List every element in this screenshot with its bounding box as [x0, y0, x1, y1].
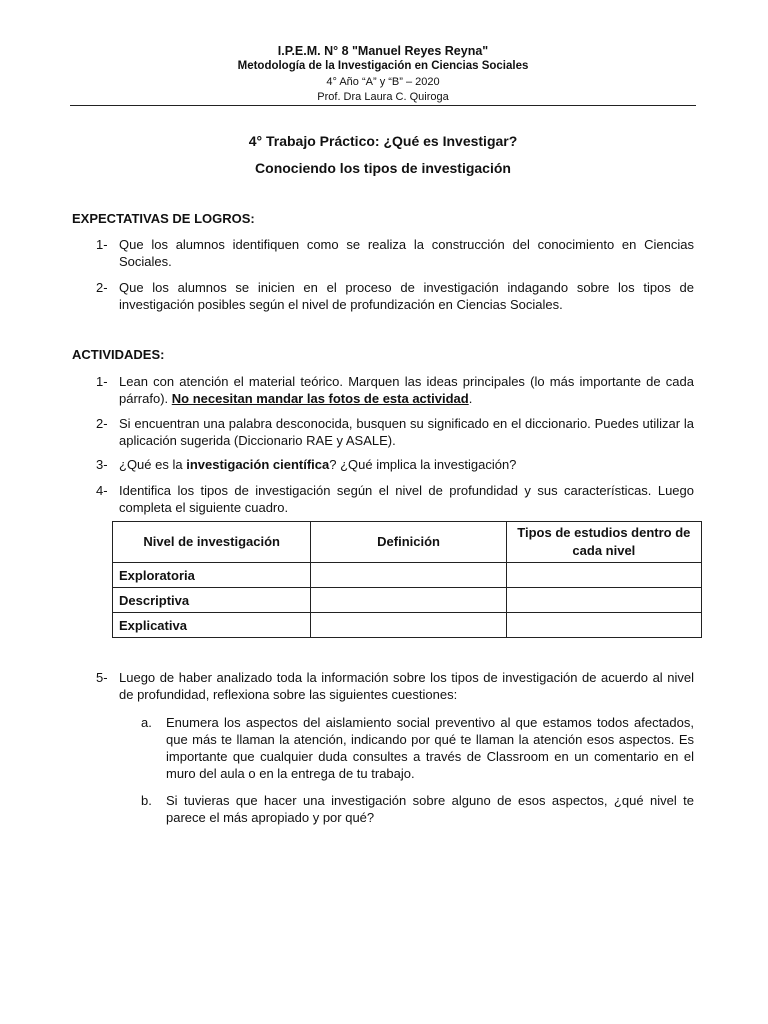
expectativas-heading: EXPECTATIVAS DE LOGROS: — [72, 211, 255, 226]
emphasis-text: No necesitan mandar las fotos de esta actividad — [171, 391, 469, 406]
list-number: 2- — [96, 280, 108, 295]
table-cell-definition[interactable] — [311, 613, 506, 638]
emphasis-text: investigación científica — [186, 457, 330, 472]
list-text — [119, 456, 694, 473]
column-header: Tipos de estudios dentro de cada nivel — [506, 522, 701, 563]
list-number: 5- — [96, 670, 108, 685]
actividades-heading: ACTIVIDADES: — [72, 347, 165, 362]
list-text: Que los alumnos identifiquen como se realiza la construcción del conocimiento en Ciencias Sociales. — [119, 237, 694, 269]
school-name: I.P.E.M. N° 8 "Manuel Reyes Reyna" — [277, 44, 489, 58]
table-cell-types[interactable] — [506, 563, 701, 588]
course-year: 4° Año “A” y “B” – 2020 — [326, 76, 440, 88]
table-cell-types[interactable] — [506, 613, 701, 638]
item-tail: . — [468, 391, 473, 406]
page-subtitle: Conociendo los tipos de investigación — [255, 160, 511, 176]
header-divider — [70, 105, 696, 106]
table-row — [113, 563, 702, 588]
list-text: Que los alumnos se inicien en el proceso de investigación indagando sobre los tipos de investigación posibles según el nivel de profundización en Ciencias Sociales. — [119, 280, 694, 312]
page-title: 4° Trabajo Práctico: ¿Qué es Investigar? — [248, 133, 518, 149]
list-letter: b. — [141, 793, 152, 808]
list-number: 2- — [96, 416, 108, 431]
list-text: Enumera los aspectos del aislamiento social preventivo al que estamos todos afectados, que más te llaman la atención, indicando por qué te llaman la atención esos aspectos. Es importante que cualquier duda consultes a través de Classroom en un comentario en el muro del aula o en la entrega de tu trabajo. — [166, 715, 694, 781]
list-text: Si encuentran una palabra desconocida, busquen su significado en el diccionario. Puedes utilizar la aplicación sugerida (Diccionario RAE y ASALE). — [119, 416, 694, 448]
subject-name: Metodología de la Investigación en Ciencias Sociales — [237, 60, 529, 72]
column-header: Definición — [311, 522, 506, 563]
list-text: Si tuvieras que hacer una investigación sobre alguno de esos aspectos, ¿qué nivel te parece el más apropiado y por qué? — [166, 793, 694, 825]
table-row — [113, 613, 702, 638]
list-text: Identifica los tipos de investigación según el nivel de profundidad y sus características. Luego completa el siguiente cuadro. — [119, 483, 694, 515]
item-text: Lean con atención el material teórico. Marquen las ideas principales (lo más importante de cada párrafo). — [119, 374, 694, 406]
item-text: ¿Qué es la — [119, 457, 187, 472]
list-number: 1- — [96, 237, 108, 252]
table-cell-definition[interactable] — [311, 563, 506, 588]
table-header-row — [113, 522, 702, 563]
table-cell-level: Explicativa — [113, 613, 311, 638]
list-number: 4- — [96, 483, 108, 498]
investigation-table — [112, 521, 702, 638]
table-cell-level: Descriptiva — [113, 588, 311, 613]
list-number: 3- — [96, 457, 108, 472]
list-text: Luego de haber analizado toda la información sobre los tipos de investigación de acuerdo al nivel de profundidad, reflexiona sobre las siguientes cuestiones: — [119, 670, 694, 702]
table-row — [113, 588, 702, 613]
list-text — [119, 373, 694, 407]
list-letter: a. — [141, 715, 152, 730]
table-cell-types[interactable] — [506, 588, 701, 613]
professor-name: Prof. Dra Laura C. Quiroga — [317, 91, 449, 103]
column-header: Nivel de investigación — [113, 522, 311, 563]
item-tail: ? ¿Qué implica la investigación? — [329, 457, 517, 472]
list-number: 1- — [96, 374, 108, 389]
table-cell-level: Exploratoria — [113, 563, 311, 588]
table-cell-definition[interactable] — [311, 588, 506, 613]
